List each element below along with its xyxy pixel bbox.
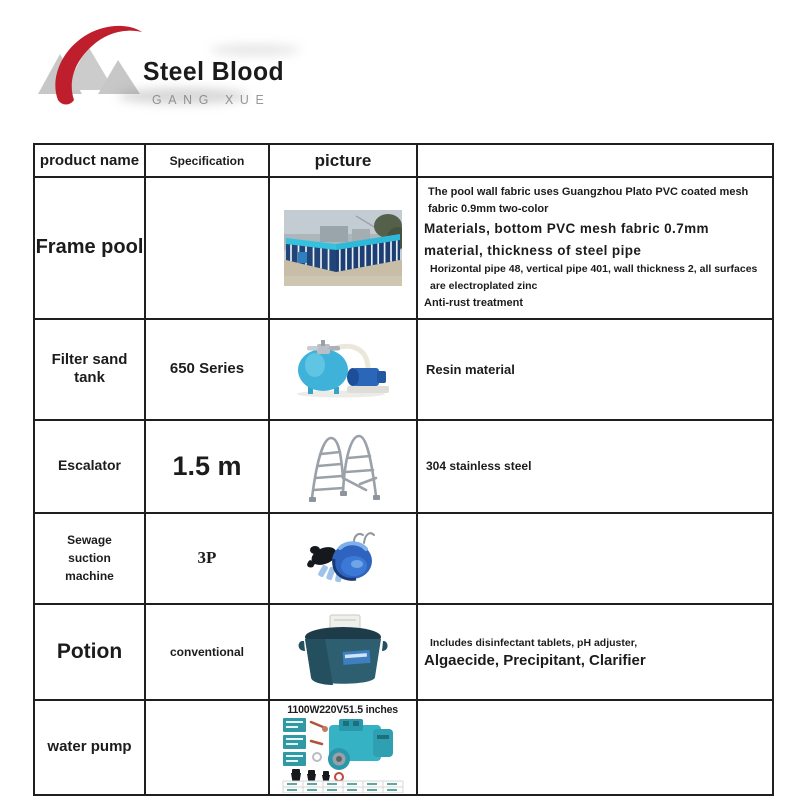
product-name: Potion — [56, 639, 123, 663]
description-line: 304 stainless steel — [426, 459, 532, 474]
suction-machine-picture — [302, 529, 384, 587]
table-row-frame-pool — [34, 177, 773, 319]
product-name: Frame pool — [35, 236, 144, 259]
spec-value: 1.5 m — [172, 450, 242, 481]
table-row-filter-sand-tank — [34, 319, 773, 420]
description-line: Includes disinfectant tablets, pH adjuster, — [430, 637, 638, 650]
table-row-escalator — [34, 420, 773, 513]
product-name: Sewage suction machine — [65, 533, 114, 584]
spec-table — [33, 143, 774, 796]
header-specification: Specification — [169, 153, 245, 168]
chemical-tub-picture — [295, 613, 391, 691]
product-name: water pump — [47, 738, 132, 756]
description-line: The pool wall fabric uses Guangzhou Plato PVC coated mesh fabric 0.9mm two-color — [428, 186, 749, 216]
logo-subtitle: GANG XUE — [152, 92, 271, 107]
table-header-row — [34, 144, 773, 177]
header-product-name: product name — [39, 151, 140, 169]
ladder-picture — [298, 428, 388, 504]
description-line: Algaecide, Precipitant, Clarifier — [424, 651, 646, 669]
product-name: Escalator — [57, 457, 122, 474]
description-line: Materials, bottom PVC mesh fabric 0.7mm material, thickness of steel pipe — [424, 221, 709, 258]
table-row-potion — [34, 604, 773, 700]
table-row-water-pump — [34, 700, 773, 795]
header-picture: picture — [314, 150, 372, 170]
pump-caption: 1100W220V51.5 inches — [287, 703, 399, 716]
spec-value: conventional — [169, 644, 244, 659]
water-pump-collage — [281, 717, 405, 793]
frame-pool-picture — [284, 210, 402, 286]
description-block — [418, 178, 772, 318]
description-line: Anti-rust treatment — [424, 296, 524, 309]
sand-filter-picture — [291, 340, 395, 398]
water-pump-picture — [270, 702, 416, 793]
description-block — [418, 629, 772, 675]
spec-value: 650 Series — [169, 360, 245, 378]
spec-value: 3P — [197, 548, 217, 568]
logo-title: Steel Blood — [143, 56, 285, 86]
logo — [30, 16, 360, 126]
watermark-smudge — [118, 88, 248, 104]
description-line: Resin material — [426, 361, 515, 377]
description-line: Horizontal pipe 48, vertical pipe 401, wall thickness 2, all surfaces are electroplated zinc — [430, 263, 758, 293]
table-row-sewage-suction — [34, 513, 773, 604]
product-name: Filter sand tank — [51, 351, 128, 387]
watermark-smudge — [210, 44, 300, 56]
